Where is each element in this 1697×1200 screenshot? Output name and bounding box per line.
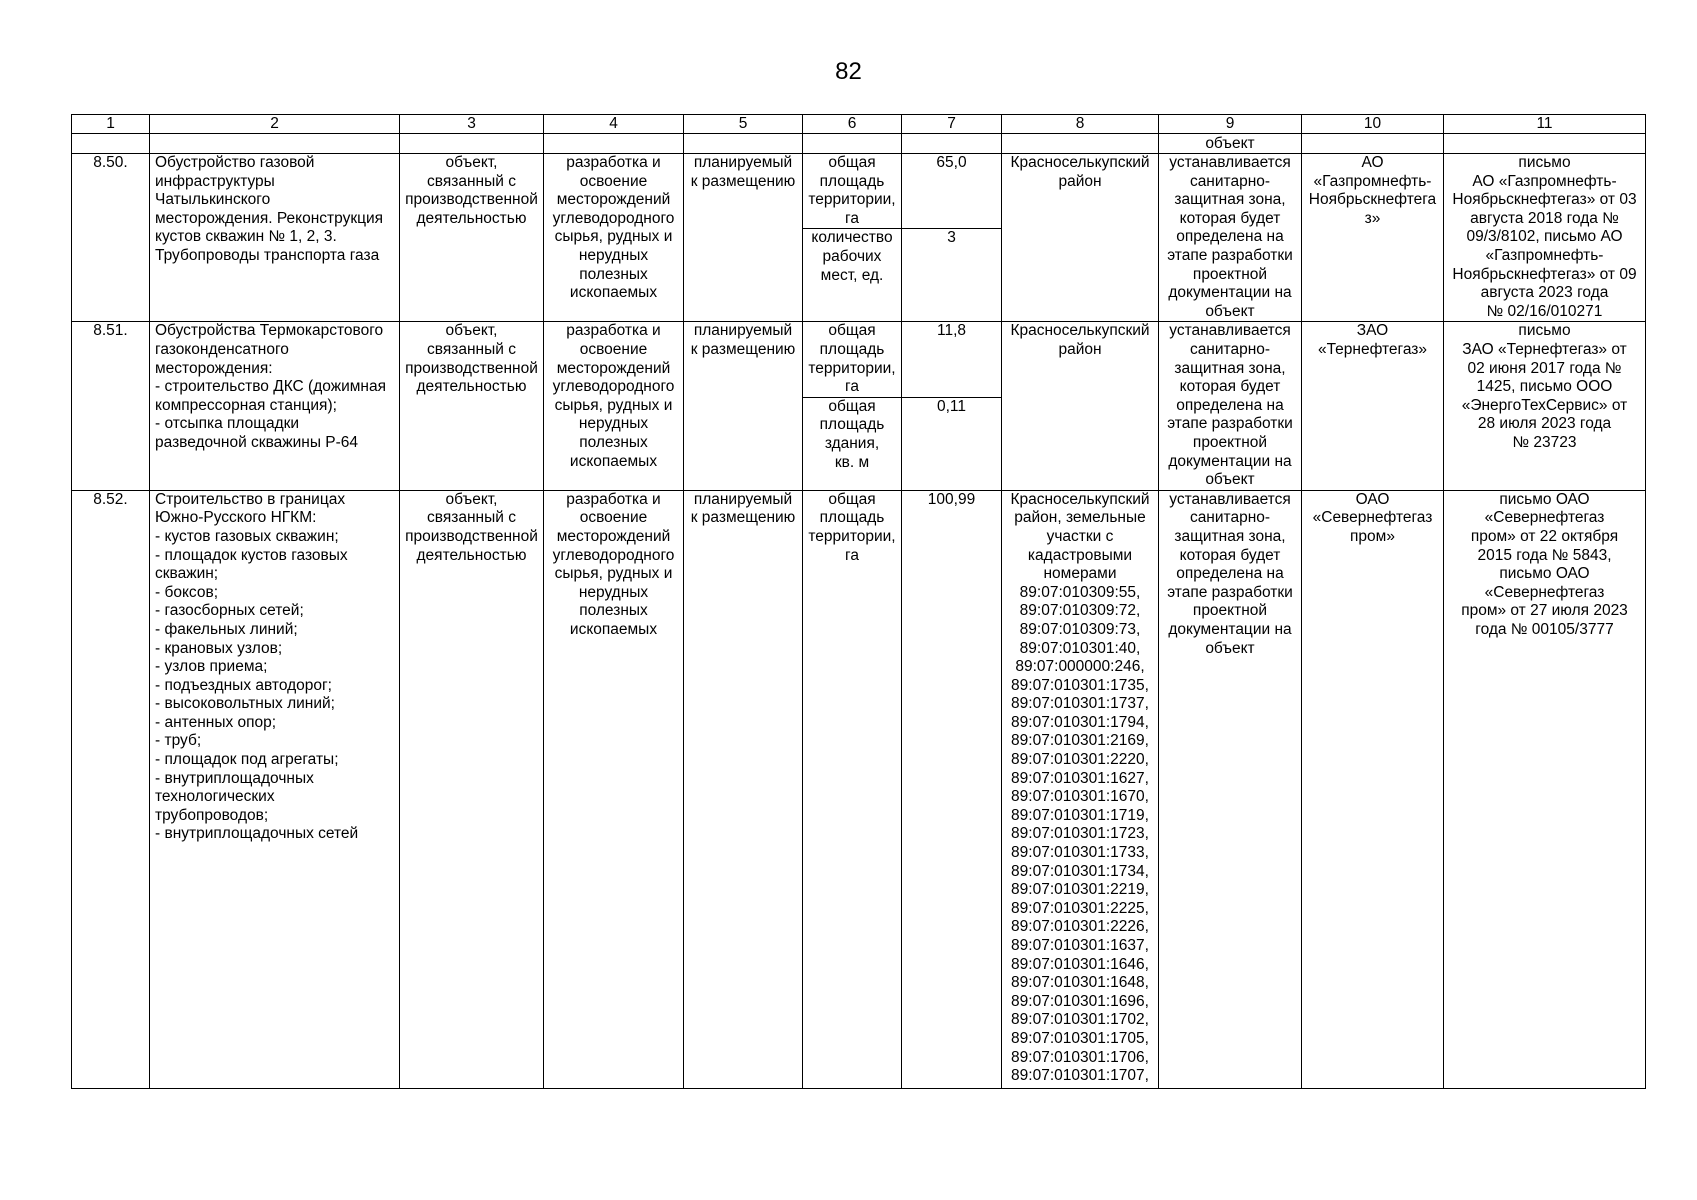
company-name: АО «Газпромнефть- Ноябрьскнефтега з» [1302, 154, 1444, 322]
column-header: 4 [544, 115, 684, 134]
object-purpose: разработка и освоение месторождений углеводородного сырья, рудных и нерудных полезных ископаемых [544, 154, 684, 322]
column-header: 11 [1444, 115, 1646, 134]
table-cell [1002, 134, 1159, 154]
page-number: 82 [835, 58, 862, 85]
parameter-value: 0,11 [902, 397, 1002, 490]
table-cell [684, 134, 803, 154]
row-number: 8.51. [72, 322, 150, 490]
parameter-name: общая площадь здания, кв. м [803, 397, 902, 490]
object-name: Строительство в границах Южно-Русского НГКМ: - кустов газовых скважин; - площадок кустов газовых скважин; - боксов; - газосборных сетей; - факельных линий; - крановых узлов; - узлов приема; - подъездных автодорог; - высоковольтных линий; - антенных опор; - труб; - площадок под агрегаты; - внутриплощадочных технологических трубопроводов; - внутриплощадочных сетей [150, 490, 400, 1088]
basis-document: письмо ЗАО «Тернефтегаз» от 02 июня 2017 года № 1425, письмо ООО «ЭнергоТехСервис» от 28 июля 2023 года № 23723 [1444, 322, 1646, 490]
object-purpose: разработка и освоение месторождений углеводородного сырья, рудных и нерудных полезных ископаемых [544, 322, 684, 490]
table-cell [803, 134, 902, 154]
parameter-value: 11,8 [902, 322, 1002, 397]
parameter-name: общая площадь территории, га [803, 154, 902, 229]
table-cell [1302, 134, 1444, 154]
row-number: 8.52. [72, 490, 150, 1088]
table-row [72, 322, 1646, 397]
parameter-value: 65,0 [902, 154, 1002, 229]
basis-document: письмо ОАО «Севернефтегаз пром» от 22 октября 2015 года № 5843, письмо ОАО «Севернефтегаз пром» от 27 июля 2023 года № 00105/3777 [1444, 490, 1646, 1088]
object-type: объект, связанный с производственной деятельностью [400, 322, 544, 490]
continuation-row [72, 134, 1646, 154]
table-row [72, 154, 1646, 229]
sanitary-zone: устанавливается санитарно- защитная зона, которая будет определена на этапе разработки проектной документации на объект [1159, 490, 1302, 1088]
parameter-name: общая площадь территории, га [803, 322, 902, 397]
object-location: Красноселькупский район [1002, 154, 1159, 322]
zone-cell: объект [1159, 134, 1302, 154]
table-cell [1444, 134, 1646, 154]
table-cell [544, 134, 684, 154]
objects-table [71, 114, 1646, 1089]
column-header: 3 [400, 115, 544, 134]
table-cell [902, 134, 1002, 154]
object-location: Красноселькупский район, земельные участки с кадастровыми номерами 89:07:010309:55, 89:07:010309:72, 89:07:010309:73, 89:07:010301:40, 89:07:000000:246, 89:07:010301:1735, 89:07:010301:1737, 89:07:010301:1794, 89:07:010301:2169, 89:07:010301:2220, 89:07:010301:1627, 89:07:010301:1670, 89:07:010301:1719, 89:07:010301:1723, 89:07:010301:1733, 89:07:010301:1734, 89:07:010301:2219, 89:07:010301:2225, 89:07:010301:2226, 89:07:010301:1637, 89:07:010301:1646, 89:07:010301:1648, 89:07:010301:1696, 89:07:010301:1702, 89:07:010301:1705, 89:07:010301:1706, 89:07:010301:1707, [1002, 490, 1159, 1088]
object-type: объект, связанный с производственной деятельностью [400, 490, 544, 1088]
sanitary-zone: устанавливается санитарно- защитная зона, которая будет определена на этапе разработки проектной документации на объект [1159, 154, 1302, 322]
sanitary-zone: устанавливается санитарно- защитная зона, которая будет определена на этапе разработки проектной документации на объект [1159, 322, 1302, 490]
company-name: ОАО «Севернефтегаз пром» [1302, 490, 1444, 1088]
column-header: 5 [684, 115, 803, 134]
column-header: 6 [803, 115, 902, 134]
table-cell [72, 134, 150, 154]
column-header: 2 [150, 115, 400, 134]
object-type: объект, связанный с производственной деятельностью [400, 154, 544, 322]
parameter-name: количество рабочих мест, ед. [803, 229, 902, 322]
column-header: 10 [1302, 115, 1444, 134]
table-cell [150, 134, 400, 154]
table-cell [400, 134, 544, 154]
basis-document: письмо АО «Газпромнефть- Ноябрьскнефтегаз» от 03 августа 2018 года № 09/3/8102, письмо АО «Газпромнефть- Ноябрьскнефтегаз» от 09 августа 2023 года № 02/16/010271 [1444, 154, 1646, 322]
object-status: планируемый к размещению [684, 490, 803, 1088]
parameter-name: общая площадь территории, га [803, 490, 902, 1088]
row-number: 8.50. [72, 154, 150, 322]
object-name: Обустройство газовой инфраструктуры Чатылькинского месторождения. Реконструкция кустов скважин № 1, 2, 3. Трубопроводы транспорта газа [150, 154, 400, 322]
column-header: 8 [1002, 115, 1159, 134]
object-status: планируемый к размещению [684, 154, 803, 322]
parameter-value: 100,99 [902, 490, 1002, 1088]
column-header: 9 [1159, 115, 1302, 134]
column-header: 7 [902, 115, 1002, 134]
object-name: Обустройства Термокарстового газоконденсатного месторождения: - строительство ДКС (дожимная компрессорная станция); - отсыпка площадки разведочной скважины Р-64 [150, 322, 400, 490]
object-purpose: разработка и освоение месторождений углеводородного сырья, рудных и нерудных полезных ископаемых [544, 490, 684, 1088]
parameter-value: 3 [902, 229, 1002, 322]
company-name: ЗАО «Тернефтегаз» [1302, 322, 1444, 490]
column-header: 1 [72, 115, 150, 134]
object-status: планируемый к размещению [684, 322, 803, 490]
column-number-row [72, 115, 1646, 134]
object-location: Красноселькупский район [1002, 322, 1159, 490]
table-row [72, 490, 1646, 1088]
